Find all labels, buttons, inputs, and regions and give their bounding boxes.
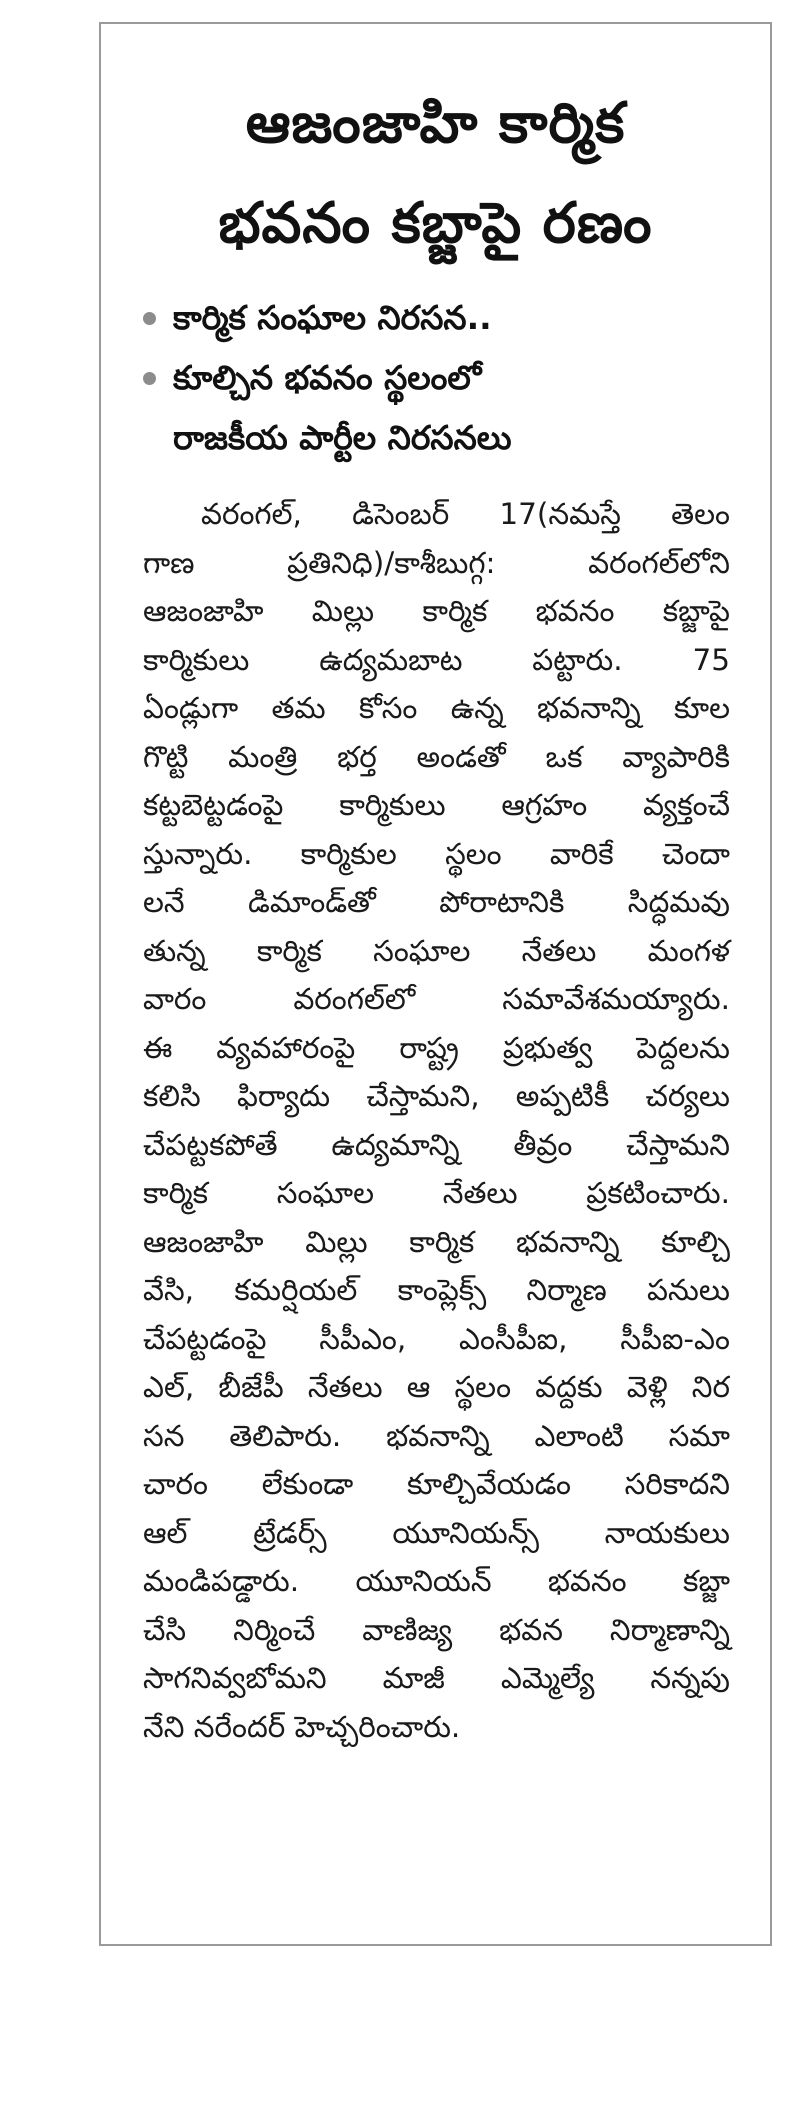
body-line: కార్మిక సంఘాల నేతలు ప్రకటించారు. <box>143 1176 730 1210</box>
body-line: లనే డిమాండ్‌తో పోరాటానికి సిద్ధమవు <box>143 885 730 919</box>
body-line: నేని నరేందర్‌ హెచ్చరించారు. <box>143 1709 461 1744</box>
body-line: కట్టబెట్టడంపై కార్మికులు ఆగ్రహం వ్యక్తంచే <box>143 788 730 822</box>
body-line: చేపట్టడంపై సీపీఎం, ఎంసీపీఐ, సీపీఐ-ఎం <box>143 1321 730 1356</box>
headline-line-2: భవనం కబ్జాపై రణం <box>218 191 653 256</box>
body-line: ఆజంజాహి మిల్లు కార్మిక భవనాన్ని కూల్చి <box>143 1224 730 1259</box>
body-line: గాణ ప్రతినిధి)/కాశీబుగ్గ: వరంగల్‌లోని <box>143 545 730 580</box>
subheadline-list <box>101 288 770 468</box>
subheadline-item <box>141 348 770 468</box>
body-line: ఏండ్లుగా తమ కోసం ఉన్న భవనాన్ని కూల <box>143 691 730 725</box>
subheadline-text: కూల్చిన భవనం స్థలంలో <box>173 358 482 397</box>
body-line: ఎల్‌, బీజేపీ నేతలు ఆ స్థలం వద్దకు వెళ్లి నిర <box>143 1370 730 1404</box>
body-line: తున్న కార్మిక సంఘాల నేతలు మంగళ <box>143 933 730 968</box>
body-line: ఈ వ్యవహారంపై రాష్ట్ర ప్రభుత్వ పెద్దలను <box>143 1030 730 1065</box>
news-clipping <box>99 22 772 1946</box>
bullet-icon <box>143 372 156 385</box>
body-line: వేసి, కమర్షియల్‌ కాంప్లెక్స్‌ నిర్మాణ పనులు <box>143 1273 730 1307</box>
body-line: చేసి నిర్మించే వాణిజ్య భవన నిర్మాణాన్ని <box>143 1612 730 1647</box>
body-line: ఆజంజాహి మిల్లు కార్మిక భవనం కబ్జాపై <box>143 594 730 628</box>
body-line: కలిసి ఫిర్యాదు చేస్తామని, అప్పటికీ చర్యలు <box>143 1079 730 1113</box>
bullet-icon <box>143 312 156 325</box>
headline-line-1: ఆజంజాహి కార్మిక <box>245 91 626 156</box>
subheadline-text: కార్మిక సంఘాల నిరసన.. <box>173 298 492 337</box>
body-line: వారం వరంగల్‌లో సమావేశమయ్యారు. <box>143 982 730 1016</box>
body-line: గొట్టి మంత్రి భర్త అండతో ఒక వ్యాపారికి <box>143 739 730 774</box>
body-line: మండిపడ్డారు. యూనియన్‌ భవనం కబ్జా <box>143 1564 730 1598</box>
body-line: చారం లేకుండా కూల్చివేయడం సరికాదని <box>143 1467 730 1501</box>
body-line: వరంగల్‌, డిసెంబర్‌ 17(నమస్తే తెలం <box>201 497 730 531</box>
subheadline-item <box>141 288 770 348</box>
body-line: కార్మికులు ఉద్యమబాట పట్టారు. 75 <box>143 642 730 677</box>
body-line: సాగనివ్వబోమని మాజీ ఎమ్మెల్యే నన్నపు <box>143 1661 730 1695</box>
subheadline-text: రాజకీయ పార్టీల నిరసనలు <box>173 418 512 457</box>
article-body <box>143 490 730 1751</box>
body-line: సన తెలిపారు. భవనాన్ని ఎలాంటి సమా <box>143 1418 730 1453</box>
headline <box>101 74 770 274</box>
body-line: చేపట్టకపోతే ఉద్యమాన్ని తీవ్రం చేస్తామని <box>143 1127 730 1162</box>
body-line: స్తున్నారు. కార్మికుల స్థలం వారికే చెందా <box>143 836 730 871</box>
body-line: ఆల్‌ ట్రేడర్స్‌ యూనియన్స్‌ నాయకులు <box>143 1515 730 1550</box>
